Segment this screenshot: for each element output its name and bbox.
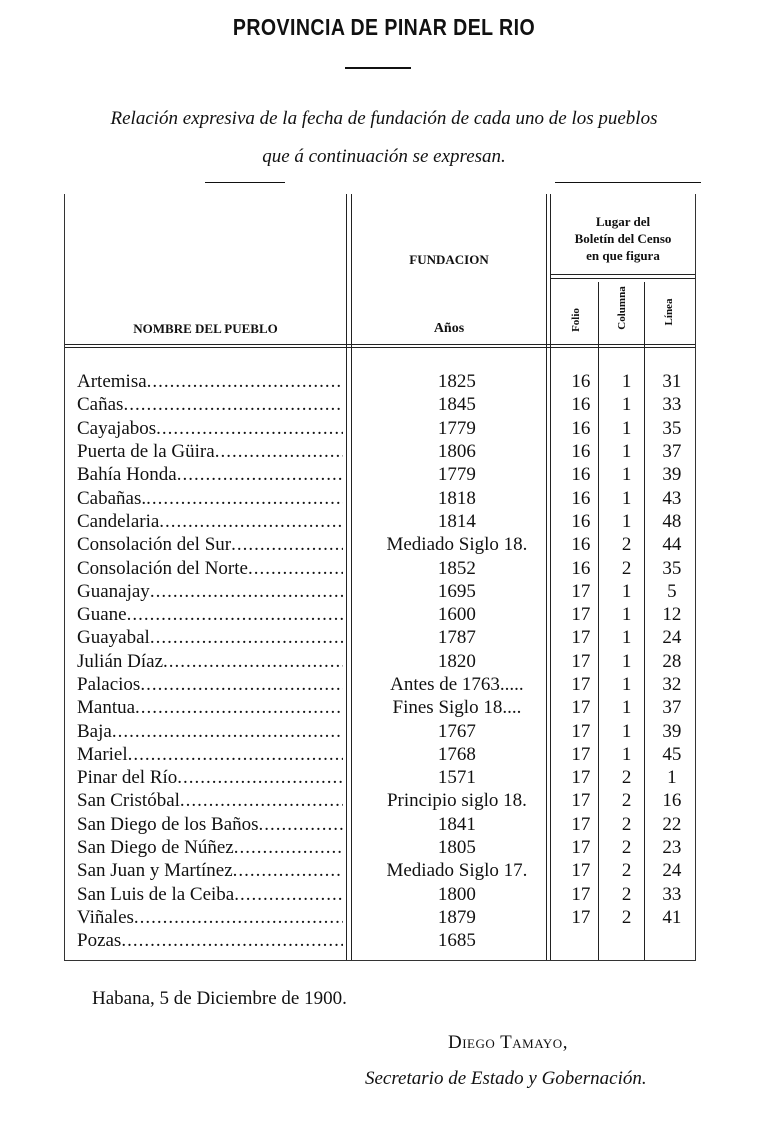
table-row xyxy=(65,719,695,742)
town-cell xyxy=(65,743,343,766)
header-fundacion: FUNDACION xyxy=(409,252,489,267)
linea-cell: 16 xyxy=(662,790,682,812)
header-folio: Folio xyxy=(570,308,582,332)
linea-cell: 5 xyxy=(667,580,677,602)
linea-cell: 37 xyxy=(662,441,682,463)
town-cell xyxy=(65,580,343,603)
town-name: Cañas xyxy=(77,394,124,416)
town-name: Cabañas. xyxy=(77,487,147,509)
columna-cell: 1 xyxy=(621,371,632,393)
dot-leader xyxy=(248,557,343,580)
town-cell xyxy=(65,370,343,393)
table-row xyxy=(65,626,695,649)
folio-cell: 16 xyxy=(571,441,591,463)
town-name: San Diego de Núñez xyxy=(77,837,234,859)
town-cell xyxy=(65,929,343,952)
folio-cell: 17 xyxy=(571,790,591,812)
table-row xyxy=(65,859,695,882)
columna-cell: 2 xyxy=(621,883,632,905)
table-row xyxy=(65,417,695,440)
subtitle-line-2: que á continuación se expresan. xyxy=(262,146,506,167)
linea-cell: 39 xyxy=(662,720,682,742)
table-row xyxy=(65,696,695,719)
columna-cell: 1 xyxy=(621,441,632,463)
table-row xyxy=(65,603,695,626)
signer-name: Diego Tamayo, xyxy=(448,1032,568,1053)
dot-leader xyxy=(135,696,343,719)
header-columna: Columna xyxy=(616,286,628,330)
linea-cell: 41 xyxy=(662,906,682,928)
linea-cell: 1 xyxy=(667,767,677,789)
columna-cell: 2 xyxy=(621,837,632,859)
header-divider xyxy=(551,274,695,275)
town-name: Consolación del Norte xyxy=(77,557,248,579)
table-row xyxy=(65,836,695,859)
dot-leader xyxy=(234,883,342,906)
folio-cell: 17 xyxy=(571,697,591,719)
columna-cell: 1 xyxy=(621,743,632,765)
foundation-cell: 1571 xyxy=(437,767,476,789)
linea-cell: 33 xyxy=(662,394,682,416)
town-cell xyxy=(65,603,343,626)
town-name: Guane xyxy=(77,604,127,626)
dot-leader xyxy=(259,813,343,836)
folio-cell: 17 xyxy=(571,580,591,602)
linea-cell: 24 xyxy=(662,627,682,649)
columna-cell: 1 xyxy=(621,720,632,742)
linea-cell: 31 xyxy=(662,371,682,393)
table-row xyxy=(65,813,695,836)
foundation-cell: 1820 xyxy=(437,650,476,672)
columna-cell: 1 xyxy=(621,580,632,602)
foundation-cell: 1779 xyxy=(437,464,476,486)
table-row xyxy=(65,510,695,533)
town-name: Candelaria xyxy=(77,510,160,532)
folio-cell: 17 xyxy=(571,837,591,859)
subtitle-rule-left xyxy=(205,182,285,183)
linea-cell: 35 xyxy=(662,417,682,439)
dot-leader xyxy=(146,487,342,510)
columna-cell: 1 xyxy=(621,650,632,672)
foundation-cell: 1825 xyxy=(437,371,476,393)
table-row xyxy=(65,440,695,463)
linea-cell: 43 xyxy=(662,487,682,509)
folio-cell: 17 xyxy=(571,767,591,789)
folio-cell: 17 xyxy=(571,906,591,928)
linea-cell: 39 xyxy=(662,464,682,486)
dot-leader xyxy=(234,836,343,859)
linea-cell: 37 xyxy=(662,697,682,719)
town-cell xyxy=(65,557,343,580)
town-name: San Juan y Martínez xyxy=(77,860,233,882)
dot-leader xyxy=(128,743,343,766)
footer-date: Habana, 5 de Diciembre de 1900. xyxy=(92,988,347,1009)
town-cell xyxy=(65,883,343,906)
dot-leader xyxy=(150,580,343,603)
table-row xyxy=(65,929,695,952)
table-row xyxy=(65,743,695,766)
town-name: Julián Díaz xyxy=(77,650,164,672)
columna-cell: 2 xyxy=(621,767,632,789)
town-cell xyxy=(65,487,343,510)
foundation-cell: 1768 xyxy=(437,743,476,765)
folio-cell: 17 xyxy=(571,860,591,882)
foundation-cell: 1767 xyxy=(437,720,476,742)
columna-cell: 1 xyxy=(621,394,632,416)
folio-cell: 17 xyxy=(571,743,591,765)
table-row xyxy=(65,463,695,486)
folio-cell: 16 xyxy=(571,371,591,393)
header-anos: Años xyxy=(433,321,465,336)
dot-leader xyxy=(231,533,342,556)
folio-cell: 16 xyxy=(571,417,591,439)
town-name: Viñales xyxy=(77,906,134,928)
linea-cell: 12 xyxy=(662,604,682,626)
columna-cell: 1 xyxy=(621,674,632,695)
town-name: San Luis de la Ceiba xyxy=(77,883,235,905)
foundation-cell: Mediado Siglo 17. xyxy=(386,860,528,882)
linea-cell: 22 xyxy=(662,813,682,835)
columna-cell: 1 xyxy=(621,697,632,719)
town-cell xyxy=(65,813,343,836)
dot-leader xyxy=(112,720,343,743)
town-name: San Cristóbal xyxy=(77,790,180,812)
dot-leader xyxy=(177,766,342,789)
columna-cell: 1 xyxy=(621,464,632,486)
foundation-cell: 1845 xyxy=(437,394,476,416)
folio-cell: 17 xyxy=(571,883,591,905)
dot-leader xyxy=(150,626,343,649)
columna-cell: 1 xyxy=(621,604,632,626)
dot-leader xyxy=(177,463,343,486)
linea-cell: 33 xyxy=(662,883,682,905)
town-name: Mariel xyxy=(77,743,128,765)
table-row xyxy=(65,393,695,416)
folio-cell: 16 xyxy=(571,510,591,532)
town-name: Guayabal xyxy=(77,627,150,649)
dot-leader xyxy=(147,370,343,393)
foundation-cell: 1805 xyxy=(437,837,476,859)
columna-cell: 2 xyxy=(621,906,632,928)
town-cell xyxy=(65,906,343,929)
town-cell xyxy=(65,417,343,440)
header-bottom-rule xyxy=(65,344,695,345)
table-row xyxy=(65,906,695,929)
town-name: Pozas xyxy=(77,930,122,952)
dot-leader xyxy=(156,417,342,440)
foundation-cell: 1787 xyxy=(437,627,476,649)
linea-cell: 35 xyxy=(662,557,682,579)
header-linea: Línea xyxy=(663,298,675,326)
foundation-cell: 1841 xyxy=(437,813,476,835)
linea-cell: 24 xyxy=(662,860,682,882)
subtitle-rule-right xyxy=(555,182,701,183)
columna-cell: 1 xyxy=(621,417,632,439)
foundation-cell: 1695 xyxy=(437,580,476,602)
folio-cell: 16 xyxy=(571,464,591,486)
dot-leader xyxy=(180,789,343,812)
header-lugar-1: Lugar del xyxy=(595,214,651,229)
header-bottom-rule xyxy=(65,347,695,348)
foundation-cell: 1600 xyxy=(437,604,476,626)
signer-title: Secretario de Estado y Gobernación. xyxy=(365,1068,647,1089)
header-lugar-2: Boletín del Censo xyxy=(574,231,672,246)
foundation-cell: 1779 xyxy=(437,417,476,439)
town-name: Bahía Honda xyxy=(77,464,177,486)
columna-cell: 2 xyxy=(621,790,632,812)
table-row xyxy=(65,883,695,906)
table-row xyxy=(65,580,695,603)
folio-cell: 16 xyxy=(571,557,591,579)
town-name: Consolación del Sur xyxy=(77,534,232,556)
town-name: Guanajay xyxy=(77,580,150,602)
town-cell xyxy=(65,510,343,533)
columna-cell: 2 xyxy=(621,813,632,835)
foundation-cell: 1852 xyxy=(437,557,476,579)
dot-leader xyxy=(140,673,342,696)
columna-cell: 1 xyxy=(621,627,632,649)
foundation-cell: 1800 xyxy=(437,883,476,905)
linea-cell: 23 xyxy=(662,837,682,859)
town-cell xyxy=(65,766,343,789)
dot-leader xyxy=(215,440,343,463)
dot-leader xyxy=(121,929,342,952)
town-name: Palacios xyxy=(77,674,141,695)
dot-leader xyxy=(127,603,343,626)
town-name: Pinar del Río xyxy=(77,767,178,789)
folio-cell: 17 xyxy=(571,674,591,695)
town-cell xyxy=(65,650,343,673)
town-cell xyxy=(65,463,343,486)
header-lugar-3: en que figura xyxy=(586,248,660,263)
linea-cell: 48 xyxy=(662,510,682,532)
town-cell xyxy=(65,859,343,882)
title-divider xyxy=(345,67,411,69)
table-row xyxy=(65,673,695,696)
folio-cell: 17 xyxy=(571,627,591,649)
columna-cell: 2 xyxy=(621,557,632,579)
columna-cell: 1 xyxy=(621,487,632,509)
folio-cell: 17 xyxy=(571,813,591,835)
foundation-cell: Fines Siglo 18.... xyxy=(392,697,522,719)
dot-leader xyxy=(159,510,342,533)
folio-cell: 17 xyxy=(571,604,591,626)
table-body xyxy=(65,370,695,952)
town-cell xyxy=(65,789,343,812)
dot-leader xyxy=(134,906,343,929)
linea-cell: 32 xyxy=(662,674,682,695)
town-cell xyxy=(65,673,343,696)
subtitle-line-1: Relación expresiva de la fecha de fundación de cada uno de los pueblos xyxy=(110,108,658,129)
page-title: PROVINCIA DE PINAR DEL RIO xyxy=(232,14,536,40)
town-name: Baja xyxy=(77,720,112,742)
town-cell xyxy=(65,626,343,649)
foundation-cell: Antes de 1763..... xyxy=(390,674,524,695)
folio-cell: 17 xyxy=(571,720,591,742)
header-name: NOMBRE DEL PUEBLO xyxy=(133,321,278,336)
foundation-cell: 1818 xyxy=(437,487,476,509)
foundation-cell: 1879 xyxy=(437,906,476,928)
table-row xyxy=(65,370,695,393)
foundation-cell: Mediado Siglo 18. xyxy=(386,534,528,556)
town-name: San Diego de los Baños xyxy=(77,813,259,835)
table-row xyxy=(65,650,695,673)
town-cell xyxy=(65,533,343,556)
table-row xyxy=(65,533,695,556)
linea-cell: 28 xyxy=(662,650,682,672)
header-divider xyxy=(551,278,695,279)
town-cell xyxy=(65,720,343,743)
table-row xyxy=(65,486,695,509)
town-name: Puerta de la Güira xyxy=(77,441,215,463)
foundation-cell: 1806 xyxy=(437,441,476,463)
town-cell xyxy=(65,836,343,859)
dot-leader xyxy=(123,393,342,416)
columna-cell: 2 xyxy=(621,860,632,882)
folio-cell: 16 xyxy=(571,487,591,509)
foundation-cell: 1814 xyxy=(437,510,476,532)
table-row xyxy=(65,766,695,789)
town-name: Mantua xyxy=(77,697,136,719)
foundation-cell: 1685 xyxy=(437,930,476,952)
town-cell xyxy=(65,440,343,463)
town-cell xyxy=(65,696,343,719)
linea-cell: 45 xyxy=(662,743,682,765)
dot-leader xyxy=(163,650,343,673)
table-row xyxy=(65,556,695,579)
dot-leader xyxy=(233,859,343,882)
town-name: Artemisa xyxy=(77,371,147,393)
columna-cell: 1 xyxy=(621,510,632,532)
foundation-table xyxy=(64,194,696,961)
town-name: Cayajabos xyxy=(77,417,157,439)
columna-cell: 2 xyxy=(621,534,632,556)
folio-cell: 16 xyxy=(571,394,591,416)
table-row xyxy=(65,789,695,812)
linea-cell: 44 xyxy=(662,534,682,556)
folio-cell: 16 xyxy=(571,534,591,556)
town-cell xyxy=(65,393,343,416)
foundation-cell: Principio siglo 18. xyxy=(386,790,527,812)
folio-cell: 17 xyxy=(571,650,591,672)
